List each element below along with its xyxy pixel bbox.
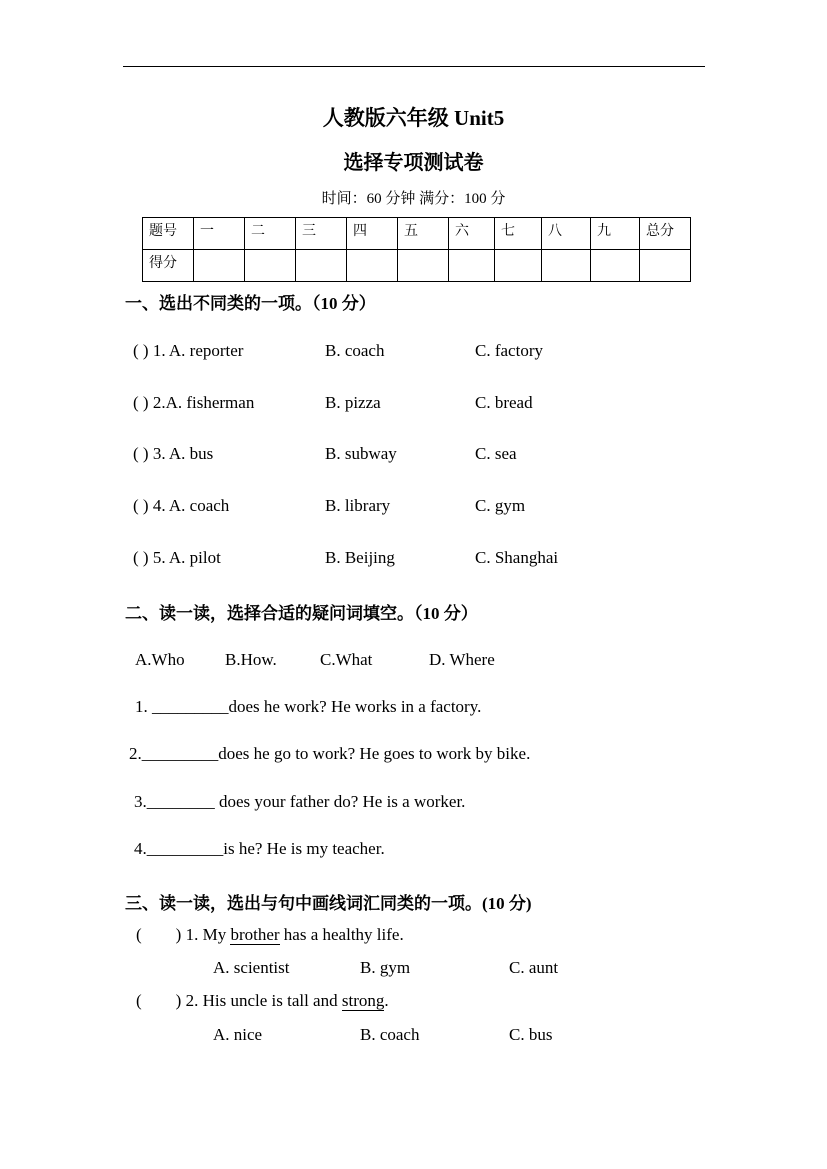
s2-q2: 2._________does he go to work? He goes to work by bike. [129, 744, 531, 763]
score-header-cell: 三 [296, 218, 347, 250]
score-cell [449, 250, 495, 282]
score-cell [296, 250, 347, 282]
s2-q4: 4._________is he? He is my teacher. [134, 839, 385, 858]
s3-q1-suffix: has a healthy life. [279, 925, 404, 944]
score-cell [347, 250, 398, 282]
score-cell [245, 250, 296, 282]
s2-option-b: B.How. [225, 650, 277, 669]
score-cell [398, 250, 449, 282]
s2-option-c: C.What [320, 650, 373, 669]
page-subtitle: 选择专项测试卷 [343, 152, 484, 174]
score-table [142, 217, 691, 282]
s2-q1: 1. _________does he work? He works in a factory. [135, 697, 482, 716]
s1-q5-option-b: B. Beijing [325, 548, 395, 567]
s1-q1-option-b: B. coach [325, 341, 385, 360]
s3-q2-option-b: B. coach [360, 1025, 420, 1044]
score-cell [542, 250, 591, 282]
s3-q2-underlined-word: strong [341, 991, 385, 1010]
header-rule [123, 66, 705, 67]
s3-q2-suffix: . [384, 991, 389, 1010]
s1-q2-option-c: C. bread [475, 393, 533, 412]
s3-q1-underlined-word: brother [230, 925, 280, 944]
s1-q5-number-a: ( ) 5. A. pilot [133, 548, 221, 567]
s3-q1-option-a: A. scientist [213, 958, 290, 977]
section2-heading: 二、读一读，选择合适的疑问词填空。（10 分） [125, 604, 478, 623]
s3-q1-option-c: C. aunt [509, 958, 559, 977]
s1-q2-option-b: B. pizza [325, 393, 381, 412]
s3-q1-prefix: ( ) 1. My [136, 925, 231, 944]
page-title: 人教版六年级 Unit5 [322, 106, 505, 130]
score-header-cell: 七 [495, 218, 542, 250]
s3-q2-prefix: ( ) 2. His uncle is tall and [136, 991, 342, 1010]
score-table-header-row [143, 218, 691, 250]
s2-q3: 3.________ does your father do? He is a worker. [134, 792, 466, 811]
s1-q5-option-c: C. Shanghai [475, 548, 559, 567]
s3-q1-option-b: B. gym [360, 958, 411, 977]
s1-q1-number-a: ( ) 1. A. reporter [133, 341, 244, 360]
score-header-cell: 题号 [143, 218, 194, 250]
score-header-cell: 一 [194, 218, 245, 250]
score-header-cell: 总分 [640, 218, 691, 250]
s2-option-d: D. Where [429, 650, 495, 669]
s1-q4-option-b: B. library [325, 496, 391, 515]
score-header-cell: 二 [245, 218, 296, 250]
score-cell [640, 250, 691, 282]
s1-q2-number-a: ( ) 2.A. fisherman [133, 393, 255, 412]
section3-heading: 三、读一读，选出与句中画线词汇同类的一项。(10 分) [125, 894, 532, 913]
score-table-score-row [143, 250, 691, 282]
score-header-cell: 四 [347, 218, 398, 250]
s2-option-a: A.Who [135, 650, 185, 669]
section1-heading: 一、选出不同类的一项。（10 分） [125, 294, 376, 313]
s1-q4-number-a: ( ) 4. A. coach [133, 496, 230, 515]
score-header-cell: 五 [398, 218, 449, 250]
s3-q2-option-a: A. nice [213, 1025, 263, 1044]
s3-q2 [136, 991, 389, 1011]
score-header-cell: 九 [591, 218, 640, 250]
score-cell [495, 250, 542, 282]
s1-q4-option-c: C. gym [475, 496, 526, 515]
time-info: 时间：60 分钟 满分：100 分 [321, 191, 506, 207]
s1-q3-option-c: C. sea [475, 444, 517, 463]
score-cell [591, 250, 640, 282]
s1-q3-option-b: B. subway [325, 444, 397, 463]
s1-q1-option-c: C. factory [475, 341, 543, 360]
s1-q3-number-a: ( ) 3. A. bus [133, 444, 214, 463]
s3-q2-option-c: C. bus [509, 1025, 553, 1044]
score-row-label: 得分 [143, 250, 194, 282]
score-cell [194, 250, 245, 282]
score-header-cell: 八 [542, 218, 591, 250]
s3-q1 [136, 925, 404, 945]
score-header-cell: 六 [449, 218, 495, 250]
